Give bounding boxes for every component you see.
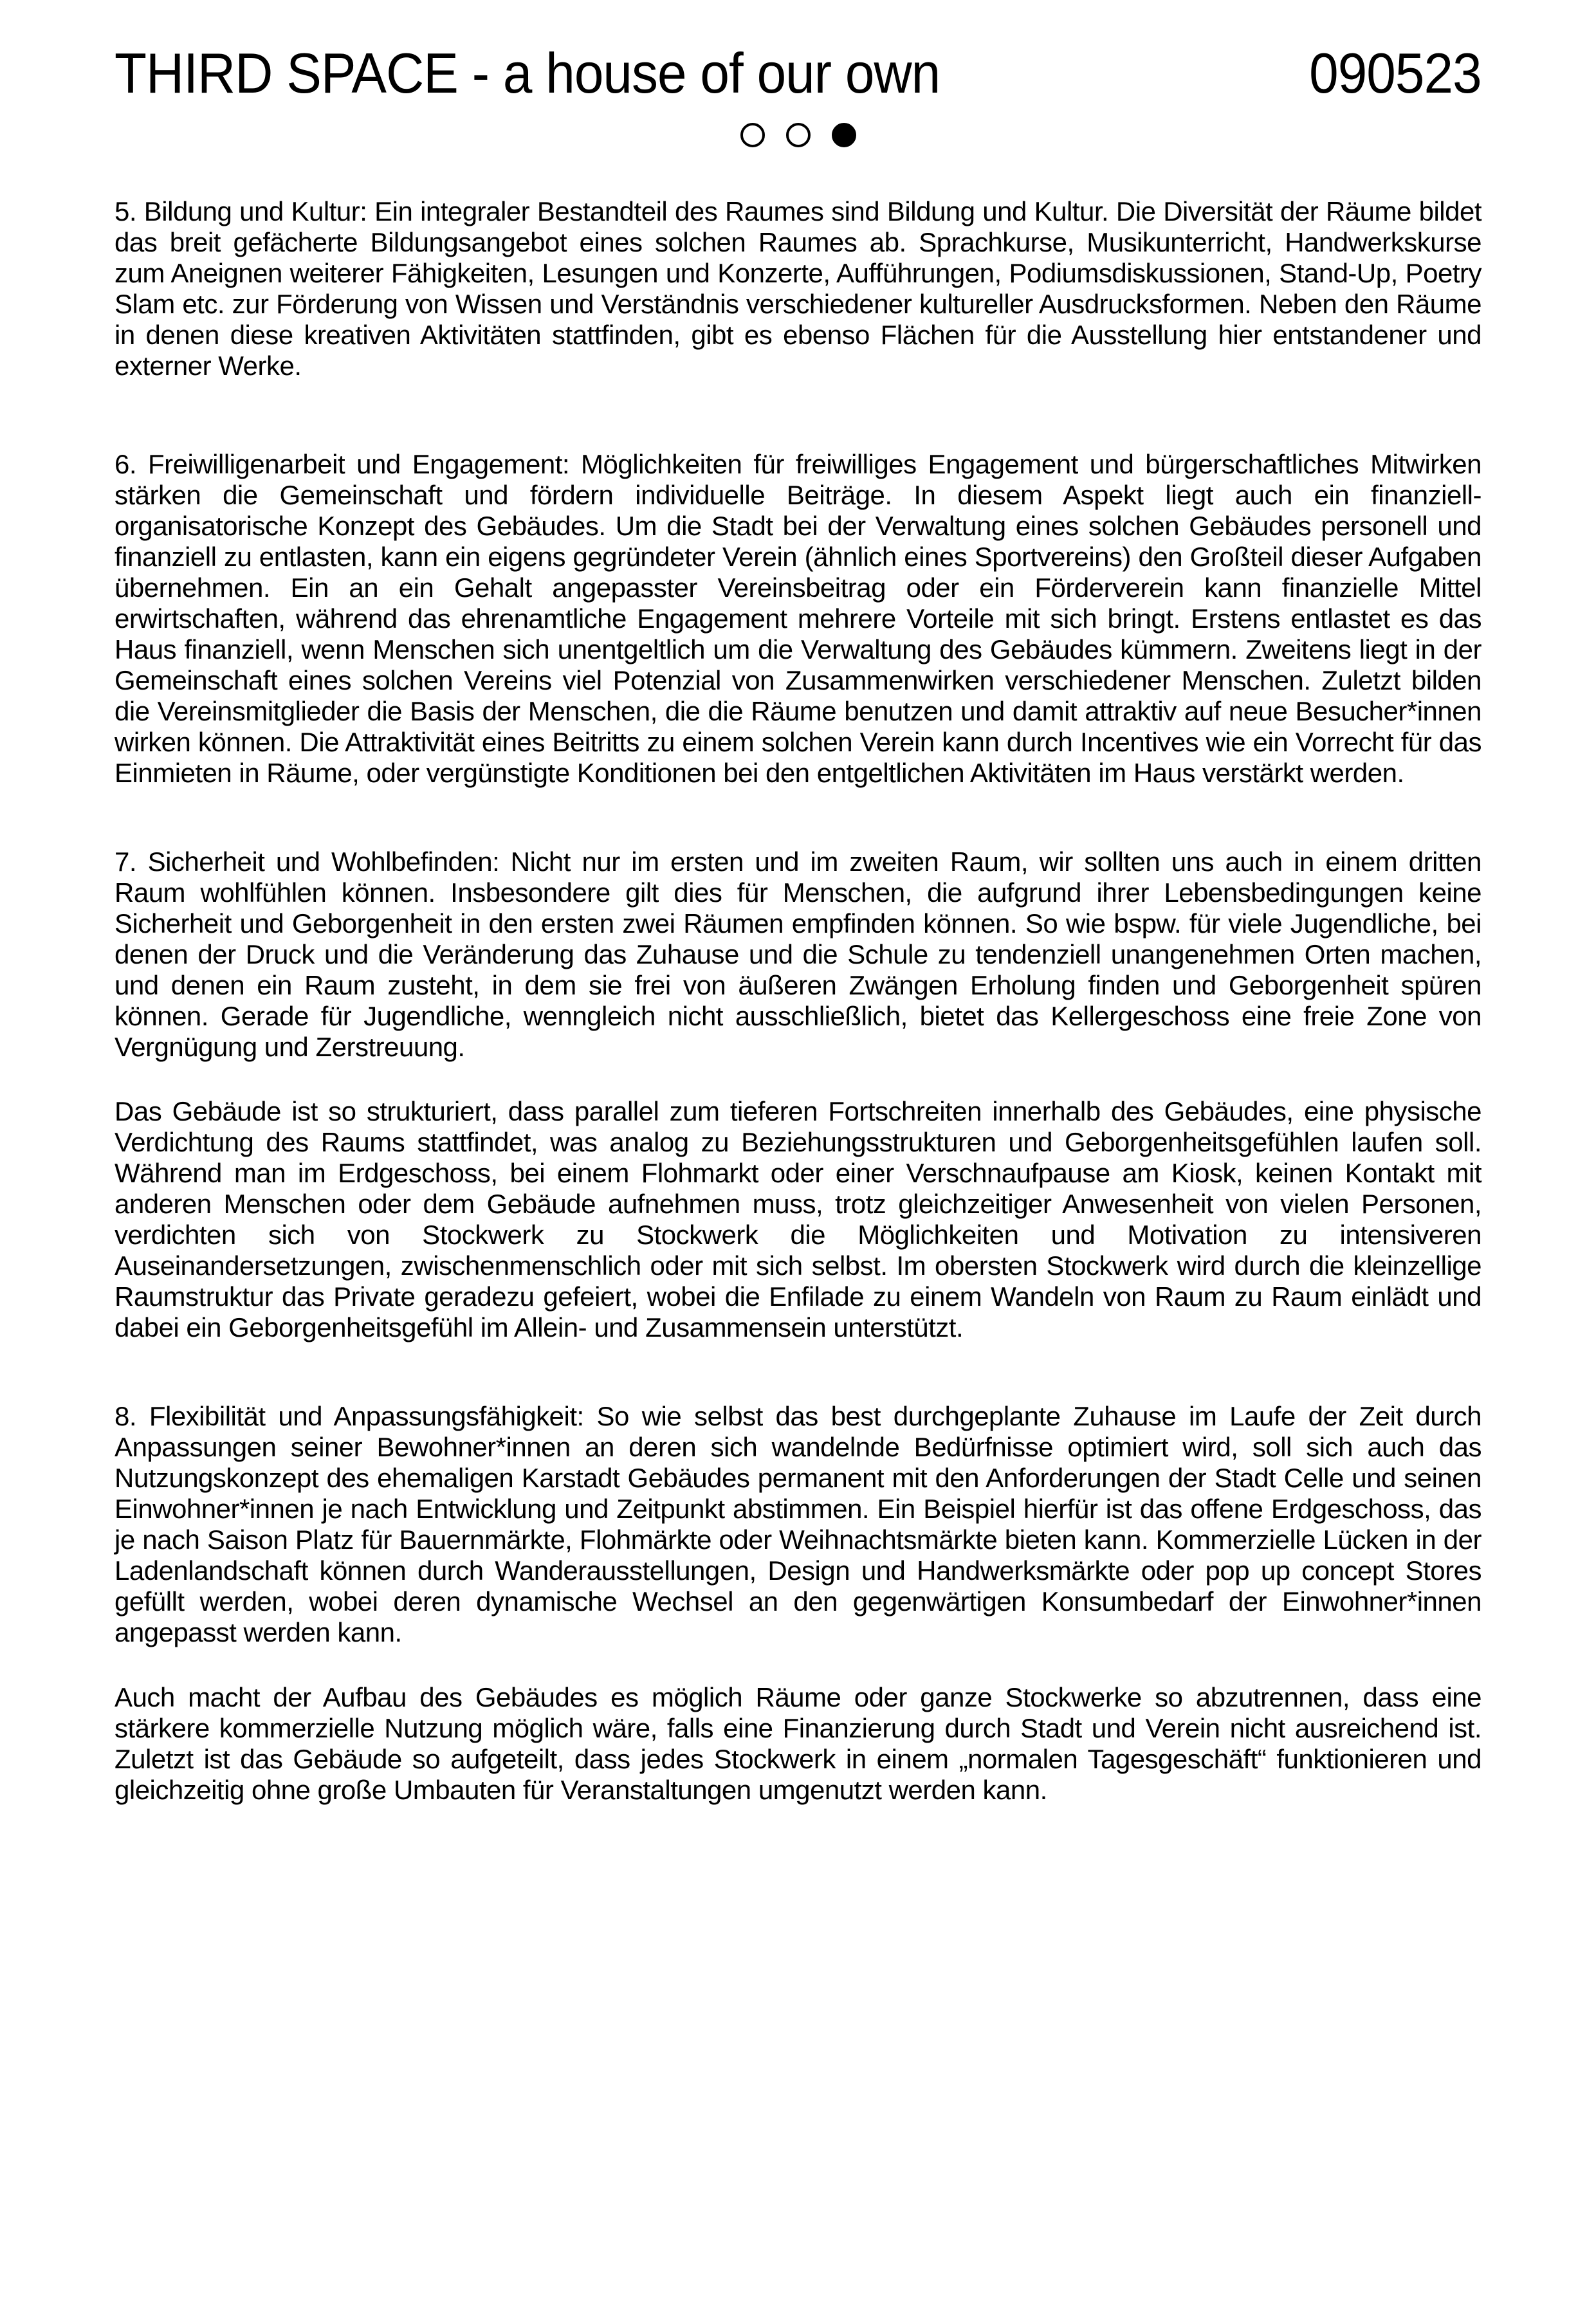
paragraph-7-sicherheit-und-wohlbefinden: 7. Sicherheit und Wohlbefinden: Nicht nur im ersten und im zweiten Raum, wir sollten uns auch in einem dritten Raum wohlfühlen können. Insbesondere gilt dies für Menschen, die aufgrund ihrer Lebensbedingungen keine Sicherheit und Geborgenheit in den ersten zwei Räumen empfinden können. So wie bspw. für viele Jugendliche, bei denen der Druck und die Veränderung das Zuhause und die Schule zu tendenziell unangenehmen Orten machen, und denen ein Raum zusteht, in dem sie frei von äußeren Zwängen Erholung finden und Geborgenheit spüren können. Gerade für Jugendliche, wenngleich nicht ausschließlich, bietet das Kellergeschoss eine freie Zone von Vergnügung und Zerstreuung.: [115, 846, 1481, 1062]
paragraph-6-freiwilligenarbeit-und-engagement: 6. Freiwilligenarbeit und Engagement: Möglichkeiten für freiwilliges Engagement und bürgerschaftliches Mitwirken stärken die Gemeinschaft und fördern individuelle Beiträge. In diesem Aspekt liegt auch ein finanziell-organisatorische Konzept des Gebäudes. Um die Stadt bei der Verwaltung eines solchen Gebäudes personell und finanziell zu entlasten, kann ein eigens gegründeter Verein (ähnlich eines Sportvereins) den Großteil dieser Aufgaben übernehmen. Ein an ein Gehalt angepasster Vereinsbeitrag oder ein Förderverein kann finanzielle Mittel erwirtschaften, während das ehrenamtliche Engagement mehrere Vorteile mit sich bringt. Erstens entlastet es das Haus finanziell, wenn Menschen sich unentgeltlich um die Verwaltung des Gebäudes kümmern. Zweitens liegt in der Gemeinschaft eines solchen Vereins viel Potenzial von Zusammenwirken verschiedener Menschen. Zuletzt bilden die Vereinsmitglieder die Basis der Menschen, die die Räume benutzen und damit attraktiv auf neue Besucher*innen wirken können. Die Attraktivität eines Beitritts zu einem solchen Verein kann durch Incentives wie ein Vorrecht für das Einmieten in Räume, oder vergünstigte Konditionen bei den entgeltlichen Aktivitäten im Haus verstärkt werden.: [115, 448, 1481, 788]
paragraph-aufbau-abtrennung: Auch macht der Aufbau des Gebäudes es möglich Räume oder ganze Stockwerke so abzutrennen, dass eine stärkere kommerzielle Nutzung möglich wäre, falls eine Finanzierung durch Stadt und Verein nicht ausreichend ist. Zuletzt ist das Gebäude so aufgeteilt, dass jedes Stockwerk in einem „normalen Tagesgeschäft“ funktionieren und gleichzeitig ohne große Umbauten für Veranstaltungen umgenutzt werden kann.: [115, 1681, 1481, 1805]
pagination-dot-1: [740, 123, 765, 147]
pagination-dot-2: [786, 123, 811, 147]
page-title: THIRD SPACE - a house of our own: [115, 41, 940, 105]
body-text: [115, 196, 1481, 1806]
paragraph-gebaeude-struktur: Das Gebäude ist so strukturiert, dass parallel zum tieferen Fortschreiten innerhalb des Gebäudes, eine physische Verdichtung des Raums stattfindet, was analog zu Beziehungsstrukturen und Geborgenheitsgefühlen laufen soll. Während man im Erdgeschoss, bei einem Flohmarkt oder einer Verschnaufpause am Kiosk, keinen Kontakt mit anderen Menschen oder dem Gebäude aufnehmen muss, trotz gleichzeitiger Anwesenheit von vielen Personen, verdichten sich von Stockwerk zu Stockwerk die Möglichkeiten und Motivation zu intensiveren Auseinandersetzungen, zwischenmenschlich oder mit sich selbst. Im obersten Stockwerk wird durch die kleinzellige Raumstruktur das Private geradezu gefeiert, wobei die Enfilade zu einem Wandeln von Raum zu Raum einlädt und dabei ein Geborgenheitsgefühl im Allein- und Zusammensein unterstützt.: [115, 1095, 1481, 1342]
document-page: [0, 42, 1596, 2299]
page-date-code: 090523: [1309, 41, 1481, 105]
paragraph-8-flexibilitaet-und-anpassungsfaehigkeit: 8. Flexibilität und Anpassungsfähigkeit: So wie selbst das best durchgeplante Zuhause im Laufe der Zeit durch Anpassungen seiner Bewohner*innen an deren sich wandelnde Bedürfnisse optimiert wird, soll sich auch das Nutzungskonzept des ehemaligen Karstadt Gebäudes permanent mit den Anforderungen der Stadt Celle und seinen Einwohner*innen je nach Entwicklung und Zeitpunkt abstimmen. Ein Beispiel hierfür ist das offene Erdgeschoss, das je nach Saison Platz für Bauernmärkte, Flohmärkte oder Weihnachtsmärkte bieten kann. Kommerzielle Lücken in der Ladenlandschaft können durch Wanderausstellungen, Design und Handwerksmärkte oder pop up concept Stores gefüllt werden, wobei deren dynamische Wechsel an den gegenwärtigen Konsumbedarf der Einwohner*innen angepasst werden kann.: [115, 1400, 1481, 1647]
document-header: [115, 42, 1481, 105]
pagination-dots: [115, 123, 1481, 147]
pagination-dot-3: [832, 123, 856, 147]
paragraph-5-bildung-und-kultur: 5. Bildung und Kultur: Ein integraler Bestandteil des Raumes sind Bildung und Kultur. Die Diversität der Räume bildet das breit gefächerte Bildungsangebot eines solchen Raumes ab. Sprachkurse, Musikunterricht, Handwerkskurse zum Aneignen weiterer Fähigkeiten, Lesungen und Konzerte, Aufführungen, Podiumsdiskussionen, Stand-Up, Poetry Slam etc. zur Förderung von Wissen und Verständnis verschiedener kultureller Ausdrucksformen. Neben den Räume in denen diese kreativen Aktivitäten stattfinden, gibt es ebenso Flächen für die Ausstellung hier entstandener und externer Werke.: [115, 196, 1481, 381]
